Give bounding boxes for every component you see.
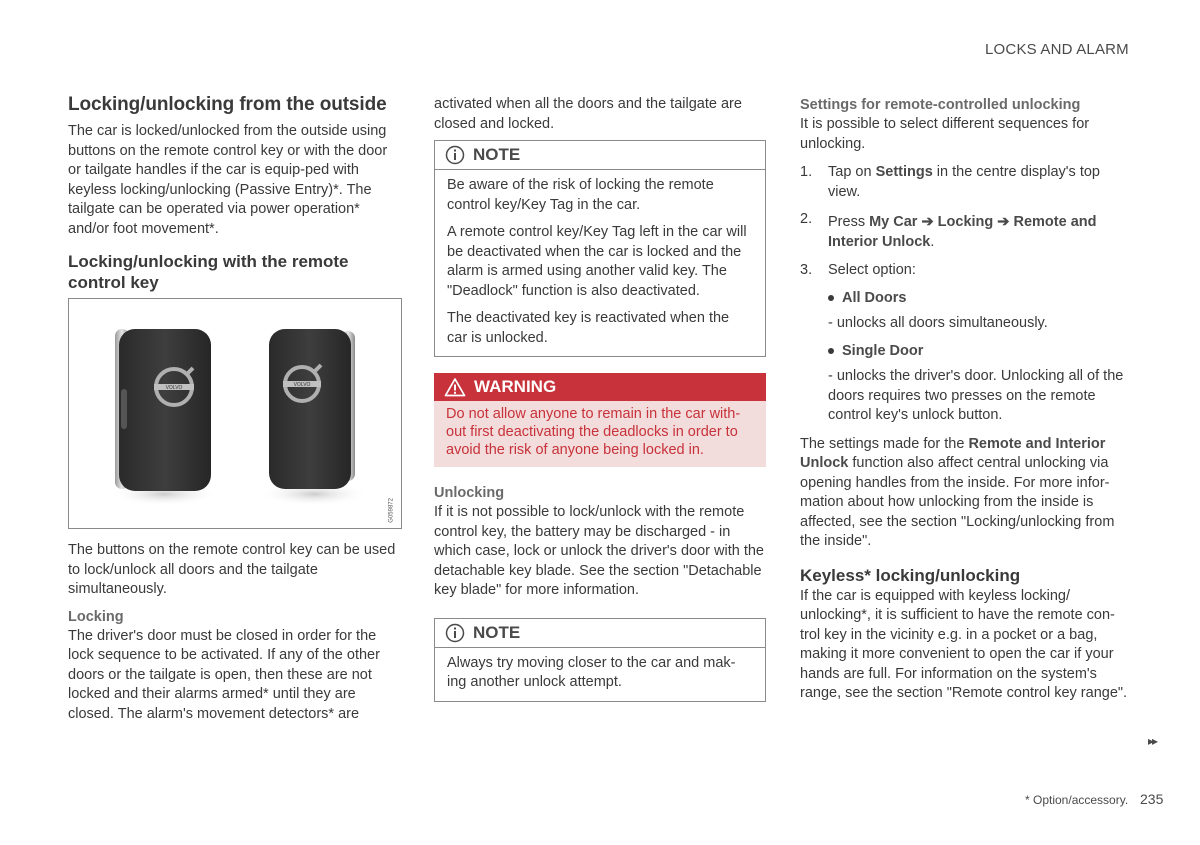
unlocking-label: Unlocking bbox=[434, 485, 505, 501]
volvo-logo-text-left: VOLVO bbox=[165, 385, 183, 391]
keyless-paragraph: If the car is equipped with keyless locking/ unlocking*, it is sufficient to have the remote con-trol key in the vicinity e.g. in a pocket or a bag, making it more convenient to open the car if your hands are full. For information on the system's range, see the section "Remote control key range". bbox=[800, 587, 1128, 701]
step-2-number: 2. bbox=[800, 211, 813, 227]
note-1-paragraph-1: Be aware of the risk of locking the remote control key/Key Tag in the car. bbox=[447, 177, 714, 213]
note-box-1-title: NOTE bbox=[473, 145, 521, 164]
step-1 bbox=[800, 163, 1132, 202]
note-box-1-body bbox=[435, 170, 765, 356]
note-box-2 bbox=[434, 618, 766, 702]
sub-heading-line-1: Locking/unlocking with the remote bbox=[68, 252, 349, 271]
step-list bbox=[800, 163, 1132, 281]
continue-arrows-icon: ▸▸ bbox=[1148, 734, 1157, 748]
warning-title: WARNING bbox=[474, 377, 557, 396]
locking-label: Locking bbox=[68, 608, 124, 625]
option-list bbox=[800, 289, 1132, 426]
settings-note: The settings made for the Remote and Interior Unlock function also affect central unlocking via opening handles from the inside. For more infor-mation about how unlocking from the inside is affected, see the section "Locking/unlocking from the inside". bbox=[800, 435, 1115, 549]
sub-heading-line-2: control key bbox=[68, 273, 159, 292]
unlocking-paragraph: If it is not possible to lock/unlock with the remote control key, the battery may be discharged - in which case, lock or unlock the driver's door with the detachable key blade. See the section "Detachable key blade" for more information. bbox=[434, 504, 764, 598]
settings-intro: It is possible to select different sequences for unlocking. bbox=[800, 116, 1090, 152]
note-2-text: Always try moving closer to the car and mak-ing another unlock attempt. bbox=[447, 654, 736, 690]
image-code: G059872 bbox=[389, 498, 395, 523]
option-all-doors-desc: - unlocks all doors simultaneously. bbox=[828, 315, 1048, 331]
option-single-door-desc: - unlocks the driver's door. Unlocking all of the doors requires two presses on the remote control key's unlock button. bbox=[828, 368, 1124, 423]
option-all-doors bbox=[828, 289, 1132, 334]
column-2 bbox=[434, 95, 766, 702]
warning-box bbox=[434, 373, 766, 467]
column-1 bbox=[68, 94, 402, 724]
option-single-door bbox=[828, 342, 1132, 426]
arrow-right-icon: ➔ bbox=[993, 214, 1014, 230]
note-box-1-header bbox=[435, 141, 765, 170]
info-icon bbox=[445, 623, 465, 643]
step-2 bbox=[800, 213, 1132, 252]
remote-key-illustration bbox=[68, 298, 402, 529]
step-1-number: 1. bbox=[800, 164, 813, 180]
intro-paragraph: The car is locked/unlocked from the outside using buttons on the remote control key or with the door or tailgate handles if the car is equip-ped with keyless locking/unlocking (Passive Entry)*. The tailgate can be operated via power operation* and/or foot movement*. bbox=[68, 123, 388, 237]
warning-header bbox=[434, 373, 766, 401]
step-3-number: 3. bbox=[800, 262, 813, 278]
option-single-door-label: Single Door bbox=[842, 342, 924, 359]
footnote: * Option/accessory. bbox=[1025, 793, 1129, 807]
section-title: LOCKS AND ALARM bbox=[985, 41, 1129, 58]
bullet-icon bbox=[828, 295, 834, 301]
info-icon bbox=[445, 145, 465, 165]
volvo-logo-text-right: VOLVO bbox=[293, 382, 311, 388]
warning-triangle-icon bbox=[444, 377, 466, 397]
settings-label: Settings for remote-controlled unlocking bbox=[800, 97, 1081, 113]
step-3 bbox=[800, 261, 1132, 281]
warning-body bbox=[434, 401, 766, 467]
note-box-1 bbox=[434, 140, 766, 357]
option-all-doors-label: All Doors bbox=[842, 289, 907, 306]
continued-paragraph: activated when all the doors and the tailgate are closed and locked. bbox=[434, 96, 742, 132]
page-number: 235 bbox=[1140, 791, 1164, 807]
note-box-2-title: NOTE bbox=[473, 622, 521, 642]
bullet-icon bbox=[828, 348, 834, 354]
step-1-text: Tap on Settings in the centre display's top view. bbox=[828, 164, 1100, 200]
locking-paragraph: The driver's door must be closed in order for the lock sequence to be activated. If any of the other doors or the tailgate is open, then these are not locked and their alarms armed* until they are closed. The alarm's movement detectors* are bbox=[68, 627, 380, 722]
sub-heading bbox=[68, 251, 402, 293]
keyless-heading: Keyless* locking/unlocking bbox=[800, 565, 1021, 585]
warning-text: Do not allow anyone to remain in the car with-out first deactivating the deadlocks in order to avoid the risk of anyone being locked in. bbox=[446, 406, 741, 458]
step-2-text: Press My Car ➔ Locking ➔ Remote and Interior Unlock. bbox=[828, 214, 1097, 250]
note-1-paragraph-2: A remote control key/Key Tag left in the car will be deactivated when the car is locked and the alarm is armed using another valid key. The "Deadlock" function is also deactivated. bbox=[447, 224, 747, 299]
image-caption: The buttons on the remote control key can be used to lock/unlock all doors and the tailgate simultaneously. bbox=[68, 542, 396, 597]
column-3 bbox=[800, 97, 1132, 704]
main-heading: Locking/unlocking from the outside bbox=[68, 94, 387, 115]
step-3-text: Select option: bbox=[828, 262, 916, 278]
note-box-2-body bbox=[435, 648, 765, 701]
remote-keys-image bbox=[69, 299, 401, 528]
note-box-2-header bbox=[435, 619, 765, 648]
note-1-paragraph-3: The deactivated key is reactivated when the car is unlocked. bbox=[447, 310, 730, 346]
arrow-right-icon: ➔ bbox=[917, 214, 938, 230]
